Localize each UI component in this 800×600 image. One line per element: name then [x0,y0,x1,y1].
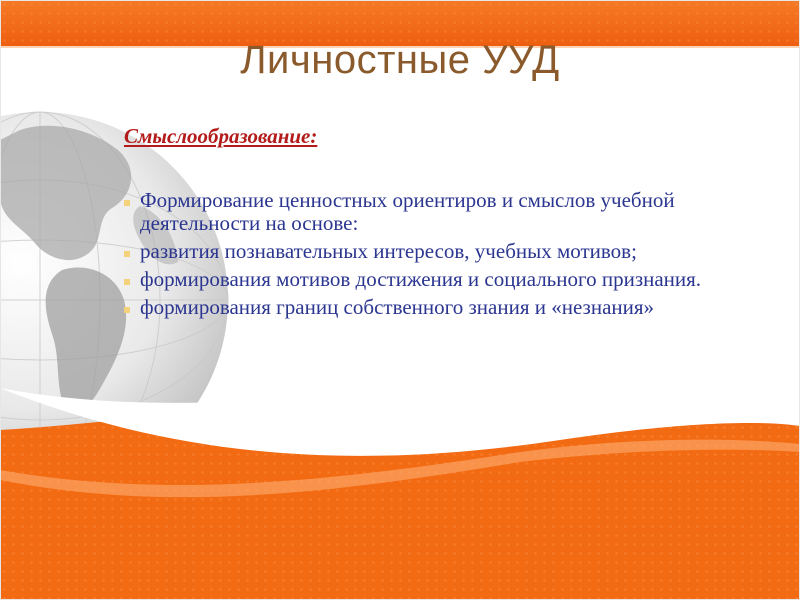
bullet-text: формирования границ собственного знания и «незнания» [140,295,655,319]
square-bullet-icon [124,307,130,313]
square-bullet-icon [124,279,130,285]
square-bullet-icon [124,251,130,257]
bullet-item [122,296,722,319]
bullet-item [122,268,722,291]
square-bullet-icon [124,200,130,206]
bullet-list [122,189,722,324]
bullet-text: формирования мотивов достижения и социального признания. [140,267,702,291]
slide-title: Личностные УУД [240,38,560,82]
bullet-text: Формирование ценностных ориентиров и смыслов учебной деятельности на основе: [140,188,675,235]
slide-subtitle: Смыслообразование: [124,124,318,148]
bullet-item [122,240,722,263]
bullet-text: развития познавательных интересов, учебных мотивов; [140,239,637,263]
bullet-item [122,189,722,235]
